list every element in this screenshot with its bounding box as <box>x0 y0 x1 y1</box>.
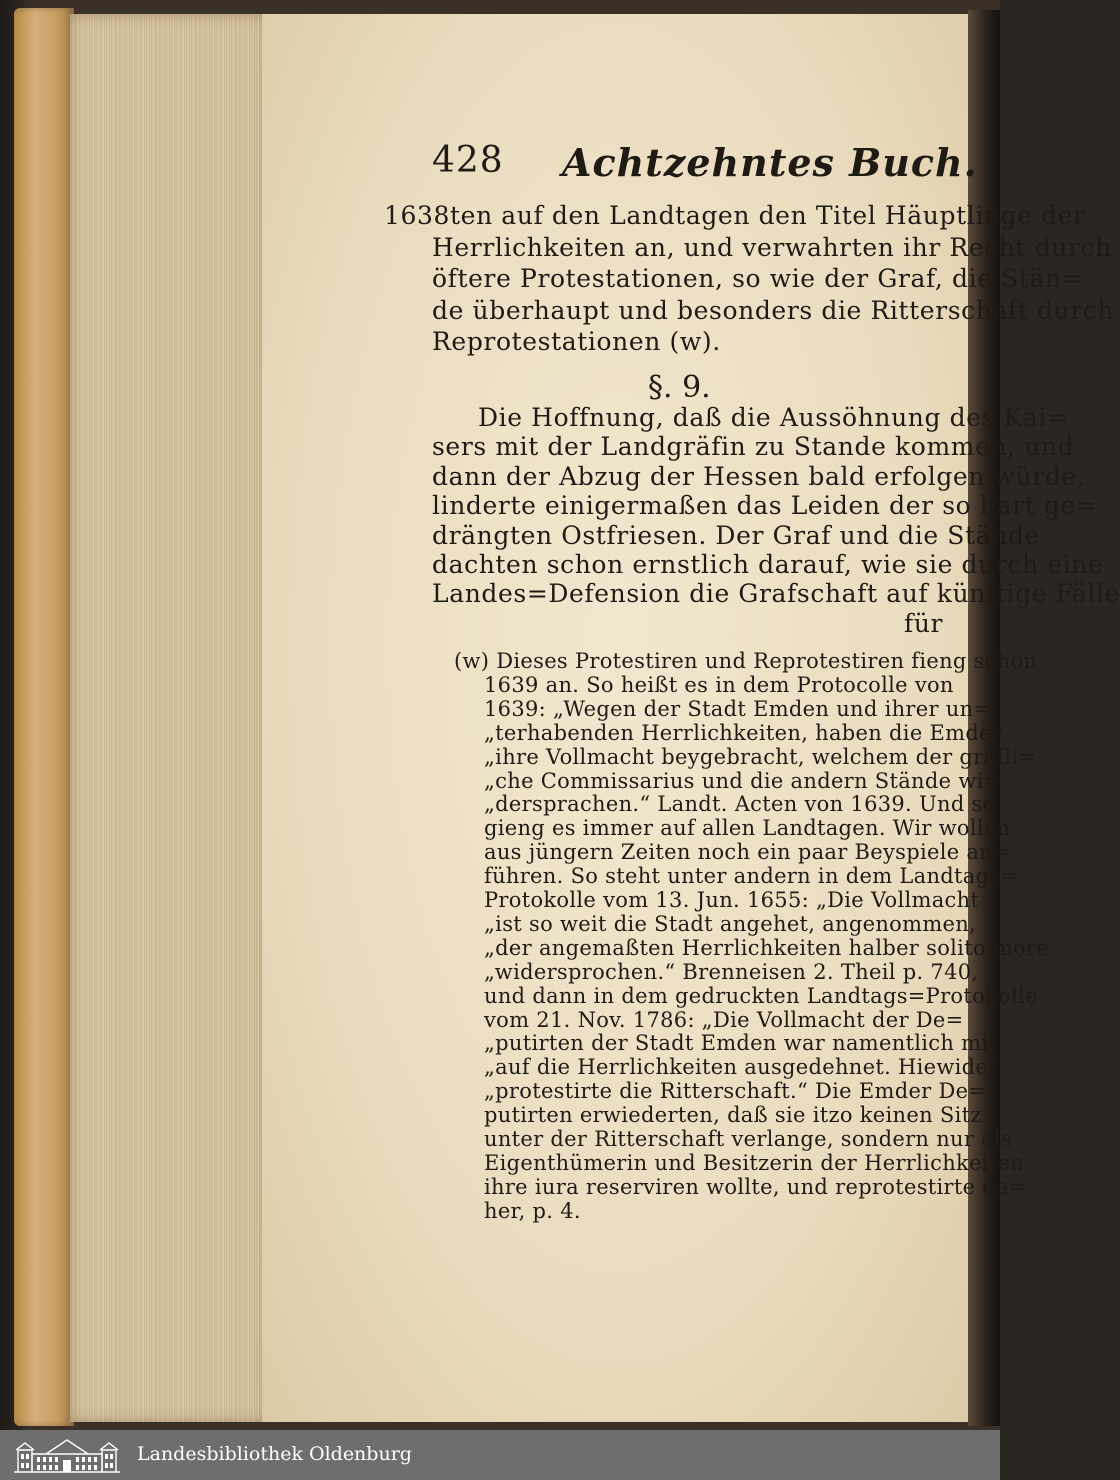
footnote-line: ihre iura reserviren wollte, und reprotestirte da= <box>484 1174 1027 1199</box>
text-line: öftere Protestationen, so wie der Graf, die Stän= <box>432 264 1084 293</box>
footnote-line: und dann in dem gedruckten Landtags=Protokolle <box>484 983 1038 1008</box>
footnote-line: 1639: „Wegen der Stadt Emden und ihrer un= <box>484 696 992 721</box>
text-line: linderte einigermaßen das Leiden der so hart ge= <box>432 491 1098 521</box>
footnote-line: „auf die Herrlichkeiten ausgedehnet. Hiewider <box>484 1055 999 1080</box>
footnote-line: her, p. 4. <box>484 1198 581 1223</box>
footnote-line: führen. So steht unter andern in dem Landtags= <box>484 864 1019 889</box>
book-cover-edge <box>14 8 74 1426</box>
text-line: Herrlichkeiten an, und verwahrten ihr Recht durch <box>432 232 1112 262</box>
footnote-line: 1639 an. So heißt es in dem Protocolle von <box>484 672 954 697</box>
running-title: Achtzehntes Buch. <box>562 140 978 185</box>
footnote-line: „che Commissarius und die andern Stände wi= <box>484 768 1002 793</box>
page-number: 428 <box>432 140 504 181</box>
footnote-line: vom 21. Nov. 1786: „Die Vollmacht der De= <box>484 1007 964 1032</box>
text-line: Reprotestationen (w). <box>432 327 721 356</box>
footnote-line: unter der Ritterschaft verlange, sondern nur als <box>484 1127 1013 1151</box>
footer-bar <box>0 1430 1000 1480</box>
text-line: 1638ten auf den Landtagen den Titel Häuptlinge der <box>384 201 1086 230</box>
text-line: drängten Ostfriesen. Der Graf und die Stände <box>432 520 1040 550</box>
text-line: Landes=Defension die Grafschaft auf künftige Fälle <box>432 579 1120 609</box>
library-building-icon <box>10 1436 124 1474</box>
text-line: sers mit der Landgräfin zu Stande kommen, und <box>432 432 1075 462</box>
footnote-line: „terhabenden Herrlichkeiten, haben die Emder <box>484 720 1003 745</box>
footnote-line: „ist so weit die Stadt angehet, angenommen, <box>484 911 977 936</box>
footnote-line: putirten erwiederten, daß sie itzo keinen Sitz <box>484 1103 982 1128</box>
footnote-line: „putirten der Stadt Emden war namentlich mit <box>484 1031 998 1056</box>
text-line: Die Hoffnung, daß die Aussöhnung des Kai= <box>478 403 1069 432</box>
section-heading: §. 9. <box>648 370 711 405</box>
footnote-line: „widersprochen.“ Brenneisen 2. Theil p. 740, <box>484 959 979 984</box>
footnote-line: Protokolle vom 13. Jun. 1655: „Die Vollmacht <box>484 888 980 912</box>
footnote-line: „der angemaßten Herrlichkeiten halber solito more <box>484 935 1050 960</box>
footnote-line: gieng es immer auf allen Landtagen. Wir wollen <box>484 816 1011 841</box>
page-edges-stack <box>70 14 266 1422</box>
footnote-line: Eigenthümerin und Besitzerin der Herrlichkeiten <box>484 1150 1025 1175</box>
footnote-line: (w) Dieses Protestiren und Reprotestiren fieng schon <box>454 649 1038 673</box>
footnote-line: „ihre Vollmacht beygebracht, welchem der gräfli= <box>484 744 1037 769</box>
footnote-line: aus jüngern Zeiten noch ein paar Beyspiele an= <box>484 840 1011 865</box>
text-line: dachten schon ernstlich darauf, wie sie durch eine <box>432 550 1104 579</box>
footnote-line: „protestirte die Ritterschaft.“ Die Emder De= <box>484 1079 987 1104</box>
footnote-line: „dersprachen.“ Landt. Acten von 1639. Und so <box>484 792 996 817</box>
catchword: für <box>904 609 944 638</box>
text-line: de überhaupt und besonders die Ritterschaft durch <box>432 295 1115 325</box>
library-name: Landesbibliothek Oldenburg <box>137 1443 412 1465</box>
text-line: dann der Abzug der Hessen bald erfolgen würde, <box>432 461 1086 491</box>
